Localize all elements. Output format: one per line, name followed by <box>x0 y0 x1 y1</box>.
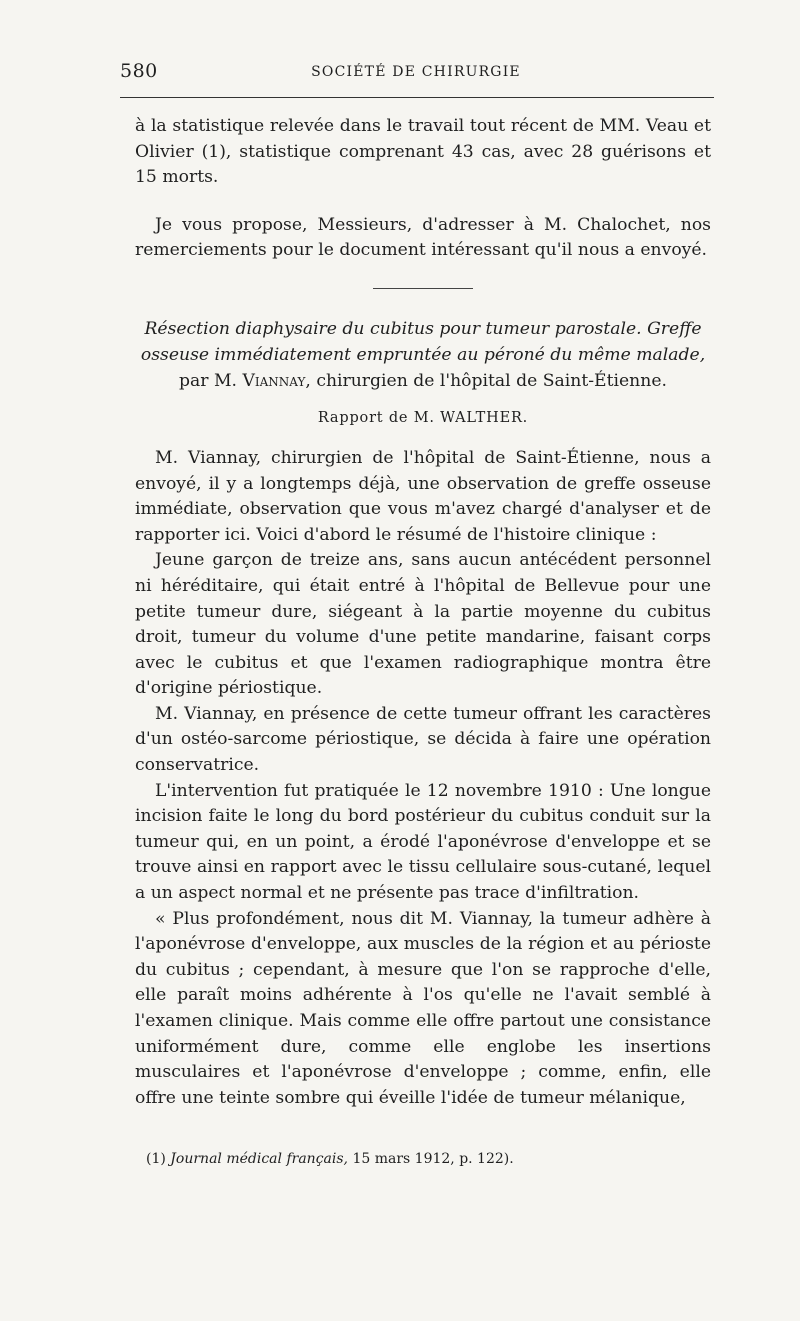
article-title-block <box>135 317 711 394</box>
paragraph: Je vous propose, Messieurs, d'adresser à M. Chalochet, nos remerciements pour le document intéressant qu'il nous a envoyé. <box>135 214 711 261</box>
footnote-marker: (1) <box>146 1151 166 1167</box>
author-suffix: , chirurgien de l'hôpital de Saint-Étienne. <box>305 370 667 391</box>
footnote <box>146 1151 706 1167</box>
header-rule <box>120 97 714 98</box>
article-author <box>179 371 667 391</box>
running-head: SOCIÉTÉ DE CHIRURGIE <box>311 64 521 80</box>
footnote-details: 15 mars 1912, p. 122). <box>352 1151 514 1167</box>
page-header <box>120 60 712 88</box>
author-name: Viannay <box>242 370 306 391</box>
section-separator <box>373 288 473 289</box>
paragraph: L'intervention fut pratiquée le 12 novembre 1910 : Une longue incision faite le long du bord postérieur du cubitus conduit sur la tumeur qui, en un point, a érodé l'aponévrose d'enveloppe et se trouve ainsi en rapport avec le tissu cellulaire sous-cutané, lequel a un aspect normal et ne présente pas trace d'infiltration. <box>135 780 711 904</box>
paragraph-gap <box>135 191 711 213</box>
paragraph: « Plus profondément, nous dit M. Viannay, la tumeur adhère à l'aponévrose d'enveloppe, aux muscles de la région et au périoste du cubitus ; cependant, à mesure que l'on se rapproche d'elle, elle paraît moins adhérente à l'os qu'elle ne l'avait semblé à l'examen clinique. Mais comme elle offre partout une consistance uniformément dure, comme elle englobe les insertions musculaires et l'aponévrose d'enveloppe ; comme, enfin, elle offre une teinte sombre qui éveille l'idée de tumeur mélanique, <box>135 908 711 1108</box>
page-number: 580 <box>120 60 158 82</box>
author-prefix: par M. <box>179 370 238 391</box>
paragraph-continued: à la statistique relevée dans le travail tout récent de MM. Veau et Olivier (1), statistique comprenant 43 cas, avec 28 guérisons et 15 morts. <box>135 116 711 188</box>
page-body <box>135 114 711 1111</box>
article-title: Résection diaphysaire du cubitus pour tumeur parostale. Greffe osseuse immédiatement empruntée au péroné du même malade, <box>140 318 706 365</box>
footnote-journal: Journal médical français, <box>170 1151 348 1167</box>
paragraph: Jeune garçon de treize ans, sans aucun antécédent personnel ni héréditaire, qui était entré à l'hôpital de Bellevue pour une petite tumeur dure, siégeant à la partie moyenne du cubitus droit, tumeur du volume d'une petite mandarine, faisant corps avec le cubitus et que l'examen radiographique montra être d'origine périostique. <box>135 550 711 699</box>
paragraph: M. Viannay, chirurgien de l'hôpital de Saint-Étienne, nous a envoyé, il y a longtemps déjà, une observation de greffe osseuse immédiate, observation que vous m'avez chargé d'analyser et de rapporter ici. Voici d'abord le résumé de l'histoire clinique : <box>135 447 711 545</box>
report-line: Rapport de M. WALTHER. <box>317 410 529 427</box>
paragraph: M. Viannay, en présence de cette tumeur offrant les caractères d'un ostéo-sarcome périostique, se décida à faire une opération conservatrice. <box>135 703 711 776</box>
